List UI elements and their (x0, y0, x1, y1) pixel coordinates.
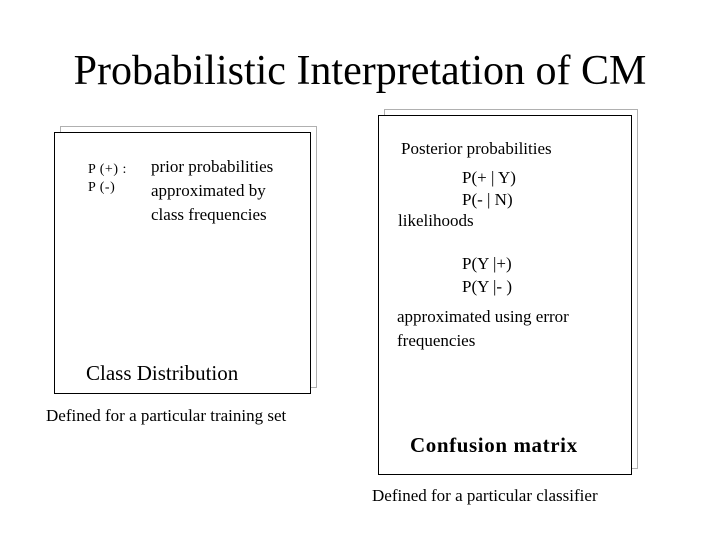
prior-description-line-3: class frequencies (151, 205, 267, 224)
training-set-footnote: Defined for a particular training set (46, 406, 287, 425)
likelihoods-label: likelihoods (398, 211, 474, 230)
class-distribution-label: Class Distribution (86, 361, 239, 385)
classifier-footnote: Defined for a particular classifier (372, 486, 598, 505)
approximation-line-1: approximated using error (397, 307, 569, 326)
posterior-negative: P(- | N) (462, 190, 513, 209)
prior-description-line-2: approximated by (151, 181, 266, 200)
confusion-matrix-label: Confusion matrix (410, 433, 578, 457)
prior-symbol-positive: P (+) : (88, 162, 127, 177)
slide-title: Probabilistic Interpretation of CM (73, 48, 647, 94)
prior-description-line-1: prior probabilities (151, 157, 274, 176)
likelihood-negative: P(Y |- ) (462, 277, 512, 296)
posterior-heading: Posterior probabilities (401, 139, 552, 158)
likelihood-positive: P(Y |+) (462, 254, 512, 273)
approximation-line-2: frequencies (397, 331, 476, 350)
posterior-positive: P(+ | Y) (462, 168, 516, 187)
prior-symbol-negative: P (-) (88, 180, 116, 195)
